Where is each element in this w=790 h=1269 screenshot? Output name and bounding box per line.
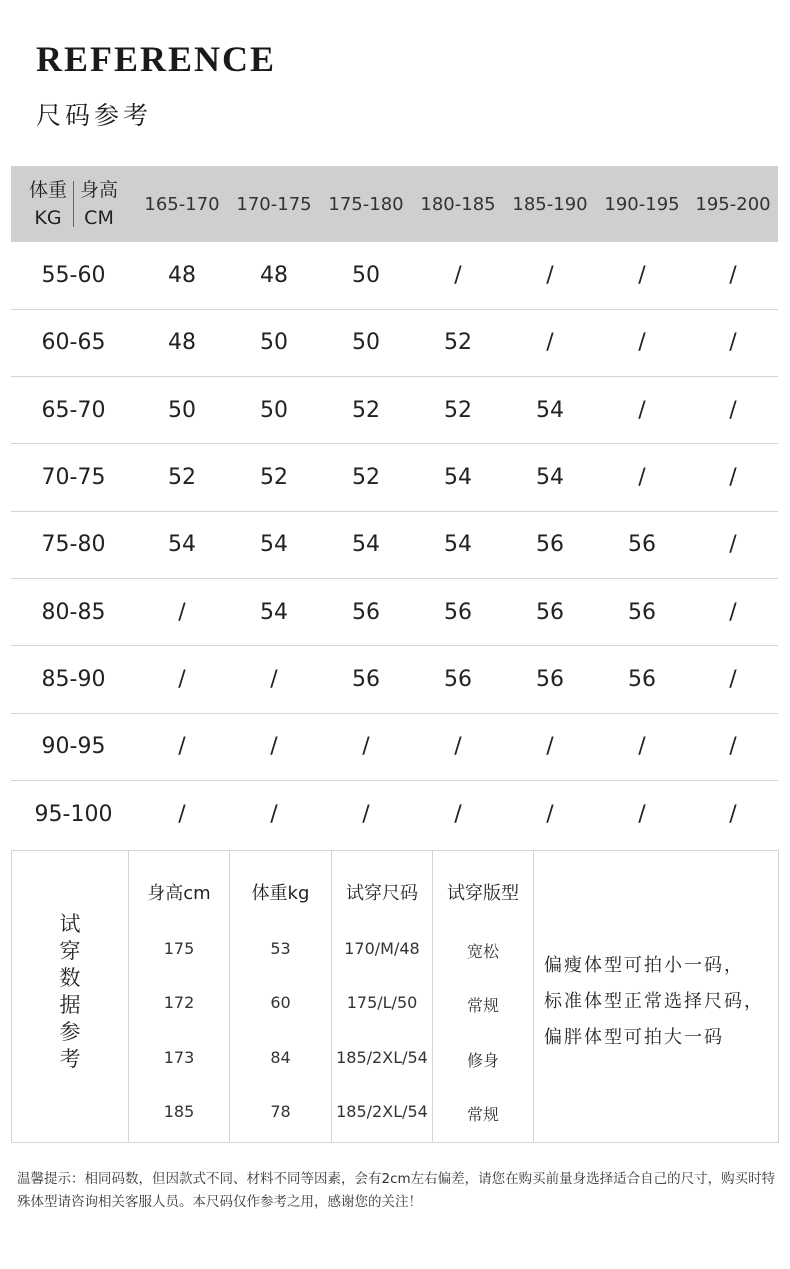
size-chart-row: [11, 511, 778, 578]
size-tip-text: 温馨提示：相同码数，但因款式不同、材料不同等因素，会有2cm左右偏差，请您在购买前量身选择适合自己的尺寸，购买时特殊体型请咨询相关客服人员。本尺码仅作参考之用，感谢您的关注！: [17, 1171, 776, 1210]
trial-cell: 175/L/50: [346, 993, 418, 1012]
weight-range-cell: 70-75: [11, 444, 136, 511]
weight-range-cell: 65-70: [11, 377, 136, 444]
fit-note: 偏瘦体型可拍小一码，: [544, 955, 744, 976]
weight-label: 体重: [28, 179, 67, 201]
trial-cell: 170/M/48: [344, 939, 420, 958]
weight-range-cell: 55-60: [41, 262, 106, 288]
size-chart-body: [11, 242, 778, 848]
height-range-header: 175-180: [328, 193, 404, 215]
size-cell: 56: [596, 578, 688, 645]
trial-data-table: [11, 850, 779, 1143]
weight-unit: KG: [34, 207, 62, 229]
size-cell: 54: [228, 511, 320, 578]
size-cell: /: [596, 780, 688, 847]
size-cell: /: [136, 646, 228, 713]
size-cell: /: [688, 646, 778, 713]
weight-range-cell: 95-100: [11, 780, 136, 847]
title-english: REFERENCE: [36, 39, 277, 79]
size-cell: /: [688, 309, 778, 376]
size-cell: /: [596, 444, 688, 511]
trial-cell: 宽松: [466, 942, 499, 961]
size-cell: /: [228, 646, 320, 713]
size-cell: 52: [412, 309, 504, 376]
size-cell: /: [688, 444, 778, 511]
fit-note: 标准体型正常选择尺码，: [544, 991, 764, 1012]
trial-header-weight: 体重kg: [251, 883, 310, 904]
height-range-header: 170-175: [236, 193, 312, 215]
size-cell: /: [688, 713, 778, 780]
size-chart-row: [11, 309, 778, 376]
weight-range-cell: 90-95: [11, 713, 136, 780]
size-cell: 56: [412, 578, 504, 645]
trial-cell: 185/2XL/54: [336, 1102, 428, 1121]
side-label-char: 穿: [59, 939, 81, 963]
size-chart-row: [11, 242, 778, 309]
side-label-char: 考: [59, 1047, 81, 1071]
size-cell: 56: [596, 511, 688, 578]
trial-column-fit: [433, 851, 534, 1142]
trial-column-height: [129, 851, 230, 1142]
size-cell: 56: [320, 578, 412, 645]
size-cell: /: [136, 713, 228, 780]
trial-side-label-column: [12, 851, 129, 1142]
weight-range-cell: 75-80: [11, 511, 136, 578]
height-range-header: 190-195: [604, 193, 680, 215]
size-cell: 50: [320, 309, 412, 376]
size-cell: /: [136, 578, 228, 645]
title-chinese: 尺码参考: [36, 101, 153, 130]
trial-cell: 84: [270, 1048, 291, 1067]
size-cell: 56: [596, 646, 688, 713]
height-range-header: 185-190: [512, 193, 588, 215]
size-cell: /: [504, 713, 596, 780]
size-cell: 50: [228, 309, 320, 376]
size-cell: 54: [320, 511, 412, 578]
size-chart-table: [11, 166, 778, 848]
size-cell: 52: [412, 377, 504, 444]
size-cell: 54: [412, 511, 504, 578]
weight-range-cell: 60-65: [11, 309, 136, 376]
height-unit: CM: [84, 207, 114, 229]
size-cell: 54: [412, 444, 504, 511]
trial-column-weight: [230, 851, 332, 1142]
size-chart-header-row: [11, 166, 778, 242]
size-cell: 56: [504, 578, 596, 645]
size-cell: /: [729, 262, 737, 288]
trial-cell: 185: [163, 1102, 195, 1121]
size-cell: 52: [228, 444, 320, 511]
size-cell: 50: [136, 377, 228, 444]
trial-cell: 175: [163, 939, 195, 958]
size-cell: 54: [136, 511, 228, 578]
corner-header-cell: [11, 166, 136, 242]
trial-cell: 185/2XL/54: [336, 1048, 428, 1067]
size-cell: 52: [136, 444, 228, 511]
side-label-char: 参: [59, 1020, 81, 1044]
height-label: 身高: [80, 179, 119, 201]
trial-cell: 78: [270, 1102, 291, 1121]
size-cell: 48: [260, 262, 288, 288]
size-cell: /: [412, 713, 504, 780]
fit-note: 偏胖体型可拍大一码: [544, 1027, 724, 1048]
trial-cell: 53: [270, 939, 291, 958]
size-cell: /: [596, 377, 688, 444]
trial-cell: 常规: [466, 996, 499, 1015]
size-chart-row: [11, 713, 778, 780]
side-label-char: 试: [59, 912, 81, 936]
size-cell: 56: [504, 646, 596, 713]
height-range-header: 195-200: [695, 193, 771, 215]
size-chart-row: [11, 780, 778, 847]
size-cell: /: [688, 377, 778, 444]
size-cell: /: [596, 713, 688, 780]
size-cell: /: [320, 713, 412, 780]
size-cell: 52: [320, 377, 412, 444]
trial-cell: 173: [163, 1048, 195, 1067]
size-cell: /: [412, 780, 504, 847]
trial-cell: 常规: [466, 1105, 499, 1124]
size-cell: /: [688, 578, 778, 645]
size-cell: /: [136, 780, 228, 847]
size-cell: 52: [320, 444, 412, 511]
size-cell: 48: [168, 262, 196, 288]
height-range-header: 180-185: [420, 193, 496, 215]
size-cell: 50: [228, 377, 320, 444]
size-chart-row: [11, 377, 778, 444]
size-cell: 54: [504, 444, 596, 511]
trial-cell: 60: [270, 993, 291, 1012]
trial-cell: 修身: [466, 1051, 499, 1070]
size-cell: 50: [352, 262, 380, 288]
size-cell: /: [596, 309, 688, 376]
size-cell: 48: [136, 309, 228, 376]
size-cell: /: [504, 309, 596, 376]
side-label-char: 据: [59, 993, 81, 1017]
trial-side-label: [12, 911, 128, 1073]
size-cell: 54: [228, 578, 320, 645]
size-cell: 56: [504, 511, 596, 578]
size-cell: /: [228, 713, 320, 780]
size-cell: /: [504, 780, 596, 847]
size-chart-row: [11, 646, 778, 713]
trial-column-size: [332, 851, 433, 1142]
size-cell: 56: [320, 646, 412, 713]
trial-notes-column: [534, 851, 778, 1142]
size-cell: /: [454, 262, 462, 288]
size-cell: /: [320, 780, 412, 847]
weight-range-cell: 80-85: [11, 578, 136, 645]
height-range-header: 165-170: [144, 193, 220, 215]
size-cell: /: [688, 511, 778, 578]
corner-divider: [73, 181, 74, 227]
size-cell: /: [546, 262, 554, 288]
trial-cell: 172: [163, 993, 195, 1012]
trial-header-fit: 试穿版型: [447, 883, 519, 904]
size-cell: /: [228, 780, 320, 847]
side-label-char: 数: [59, 966, 81, 990]
size-chart-row: [11, 578, 778, 645]
trial-header-height: 身高cm: [147, 883, 211, 904]
size-cell: /: [638, 262, 646, 288]
size-cell: 54: [504, 377, 596, 444]
size-cell: /: [688, 780, 778, 847]
size-cell: 56: [412, 646, 504, 713]
weight-range-cell: 85-90: [11, 646, 136, 713]
size-chart-row: [11, 444, 778, 511]
trial-header-size: 试穿尺码: [346, 883, 418, 904]
